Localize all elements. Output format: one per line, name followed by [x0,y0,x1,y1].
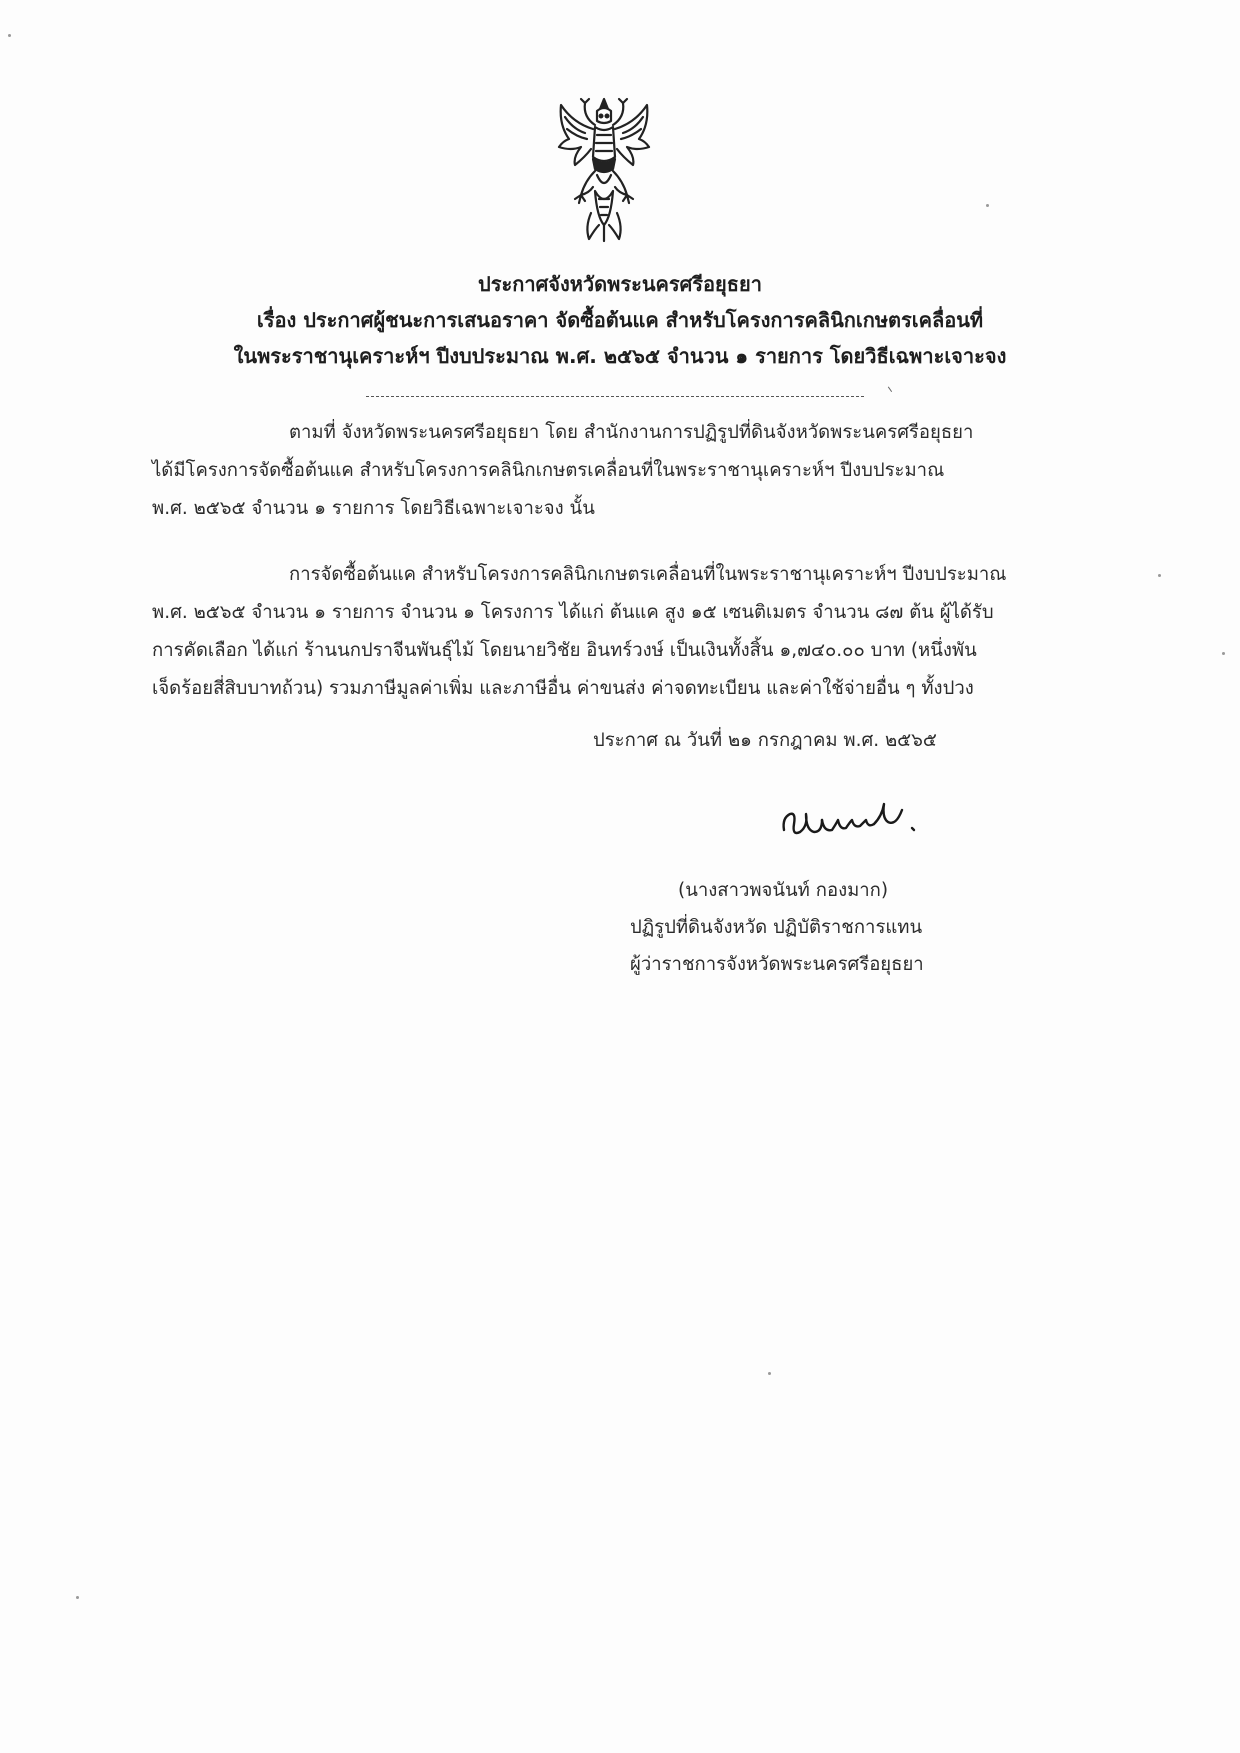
announcement-date: ประกาศ ณ วันที่ ๒๑ กรกฎาคม พ.ศ. ๒๕๖๕ [593,730,937,751]
announcement-title [150,266,1090,374]
dashed-divider [366,396,864,397]
paragraph-2-line-3: การคัดเลือก ได้แก่ ร้านนกปราจีนพันธุ์ไม้ โดยนายวิชัย อินทร์วงษ์ เป็นเงินทั้งสิ้น ๑,๗๔๐.๐๐ บาท (หนึ่งพัน [152,640,977,661]
handwritten-signature [778,790,928,850]
scan-speck [1222,652,1225,655]
paragraph-1-line-3: พ.ศ. ๒๕๖๕ จำนวน ๑ รายการ โดยวิธีเฉพาะเจาะจง นั้น [152,498,595,519]
scan-speck [76,1596,79,1599]
signer-position-1: ปฏิรูปที่ดินจังหวัด ปฏิบัติราชการแทน [630,917,923,938]
paragraph-1-line-2: ได้มีโครงการจัดซื้อต้นแค สำหรับโครงการคลินิกเกษตรเคลื่อนที่ในพระราชานุเคราะห์ฯ ปีงบประมาณ [152,460,945,481]
divider-mark [883,387,892,396]
signer-position-2: ผู้ว่าราชการจังหวัดพระนครศรีอยุธยา [630,954,924,975]
signer-name: (นางสาวพจนันท์ กองมาก) [678,880,889,901]
paragraph-2-line-4: เจ็ดร้อยสี่สิบบาทถ้วน) รวมภาษีมูลค่าเพิ่ม และภาษีอื่น ค่าขนส่ง ค่าจดทะเบียน และค่าใช้จ่ายอื่น ๆ ทั้งปวง [152,678,974,699]
scan-speck [768,1372,771,1375]
scan-speck [8,34,11,37]
body-paragraph-2 [152,556,1087,708]
paragraph-1-line-1: ตามที่ จังหวัดพระนครศรีอยุธยา โดย สำนักงานการปฏิรูปที่ดินจังหวัดพระนครศรีอยุธยา [289,422,974,443]
title-line-1: ประกาศจังหวัดพระนครศรีอยุธยา [478,272,762,296]
paragraph-2-line-1: การจัดซื้อต้นแค สำหรับโครงการคลินิกเกษตรเคลื่อนที่ในพระราชานุเคราะห์ฯ ปีงบประมาณ [289,564,1007,585]
scan-speck [1158,574,1161,577]
paragraph-2-line-2: พ.ศ. ๒๕๖๕ จำนวน ๑ รายการ จำนวน ๑ โครงการ ได้แก่ ต้นแค สูง ๑๕ เซนติเมตร จำนวน ๘๗ ต้น ผู้ได้รับ [152,602,994,623]
body-paragraph-1 [152,414,1087,528]
title-line-2: เรื่อง ประกาศผู้ชนะการเสนอราคา จัดซื้อต้นแค สำหรับโครงการคลินิกเกษตรเคลื่อนที่ [256,308,984,332]
signer-block [600,872,1000,983]
scan-speck [986,204,989,207]
garuda-emblem-icon [555,95,653,245]
title-line-3: ในพระราชานุเคราะห์ฯ ปีงบประมาณ พ.ศ. ๒๕๖๕ จำนวน ๑ รายการ โดยวิธีเฉพาะเจาะจง [233,344,1007,368]
